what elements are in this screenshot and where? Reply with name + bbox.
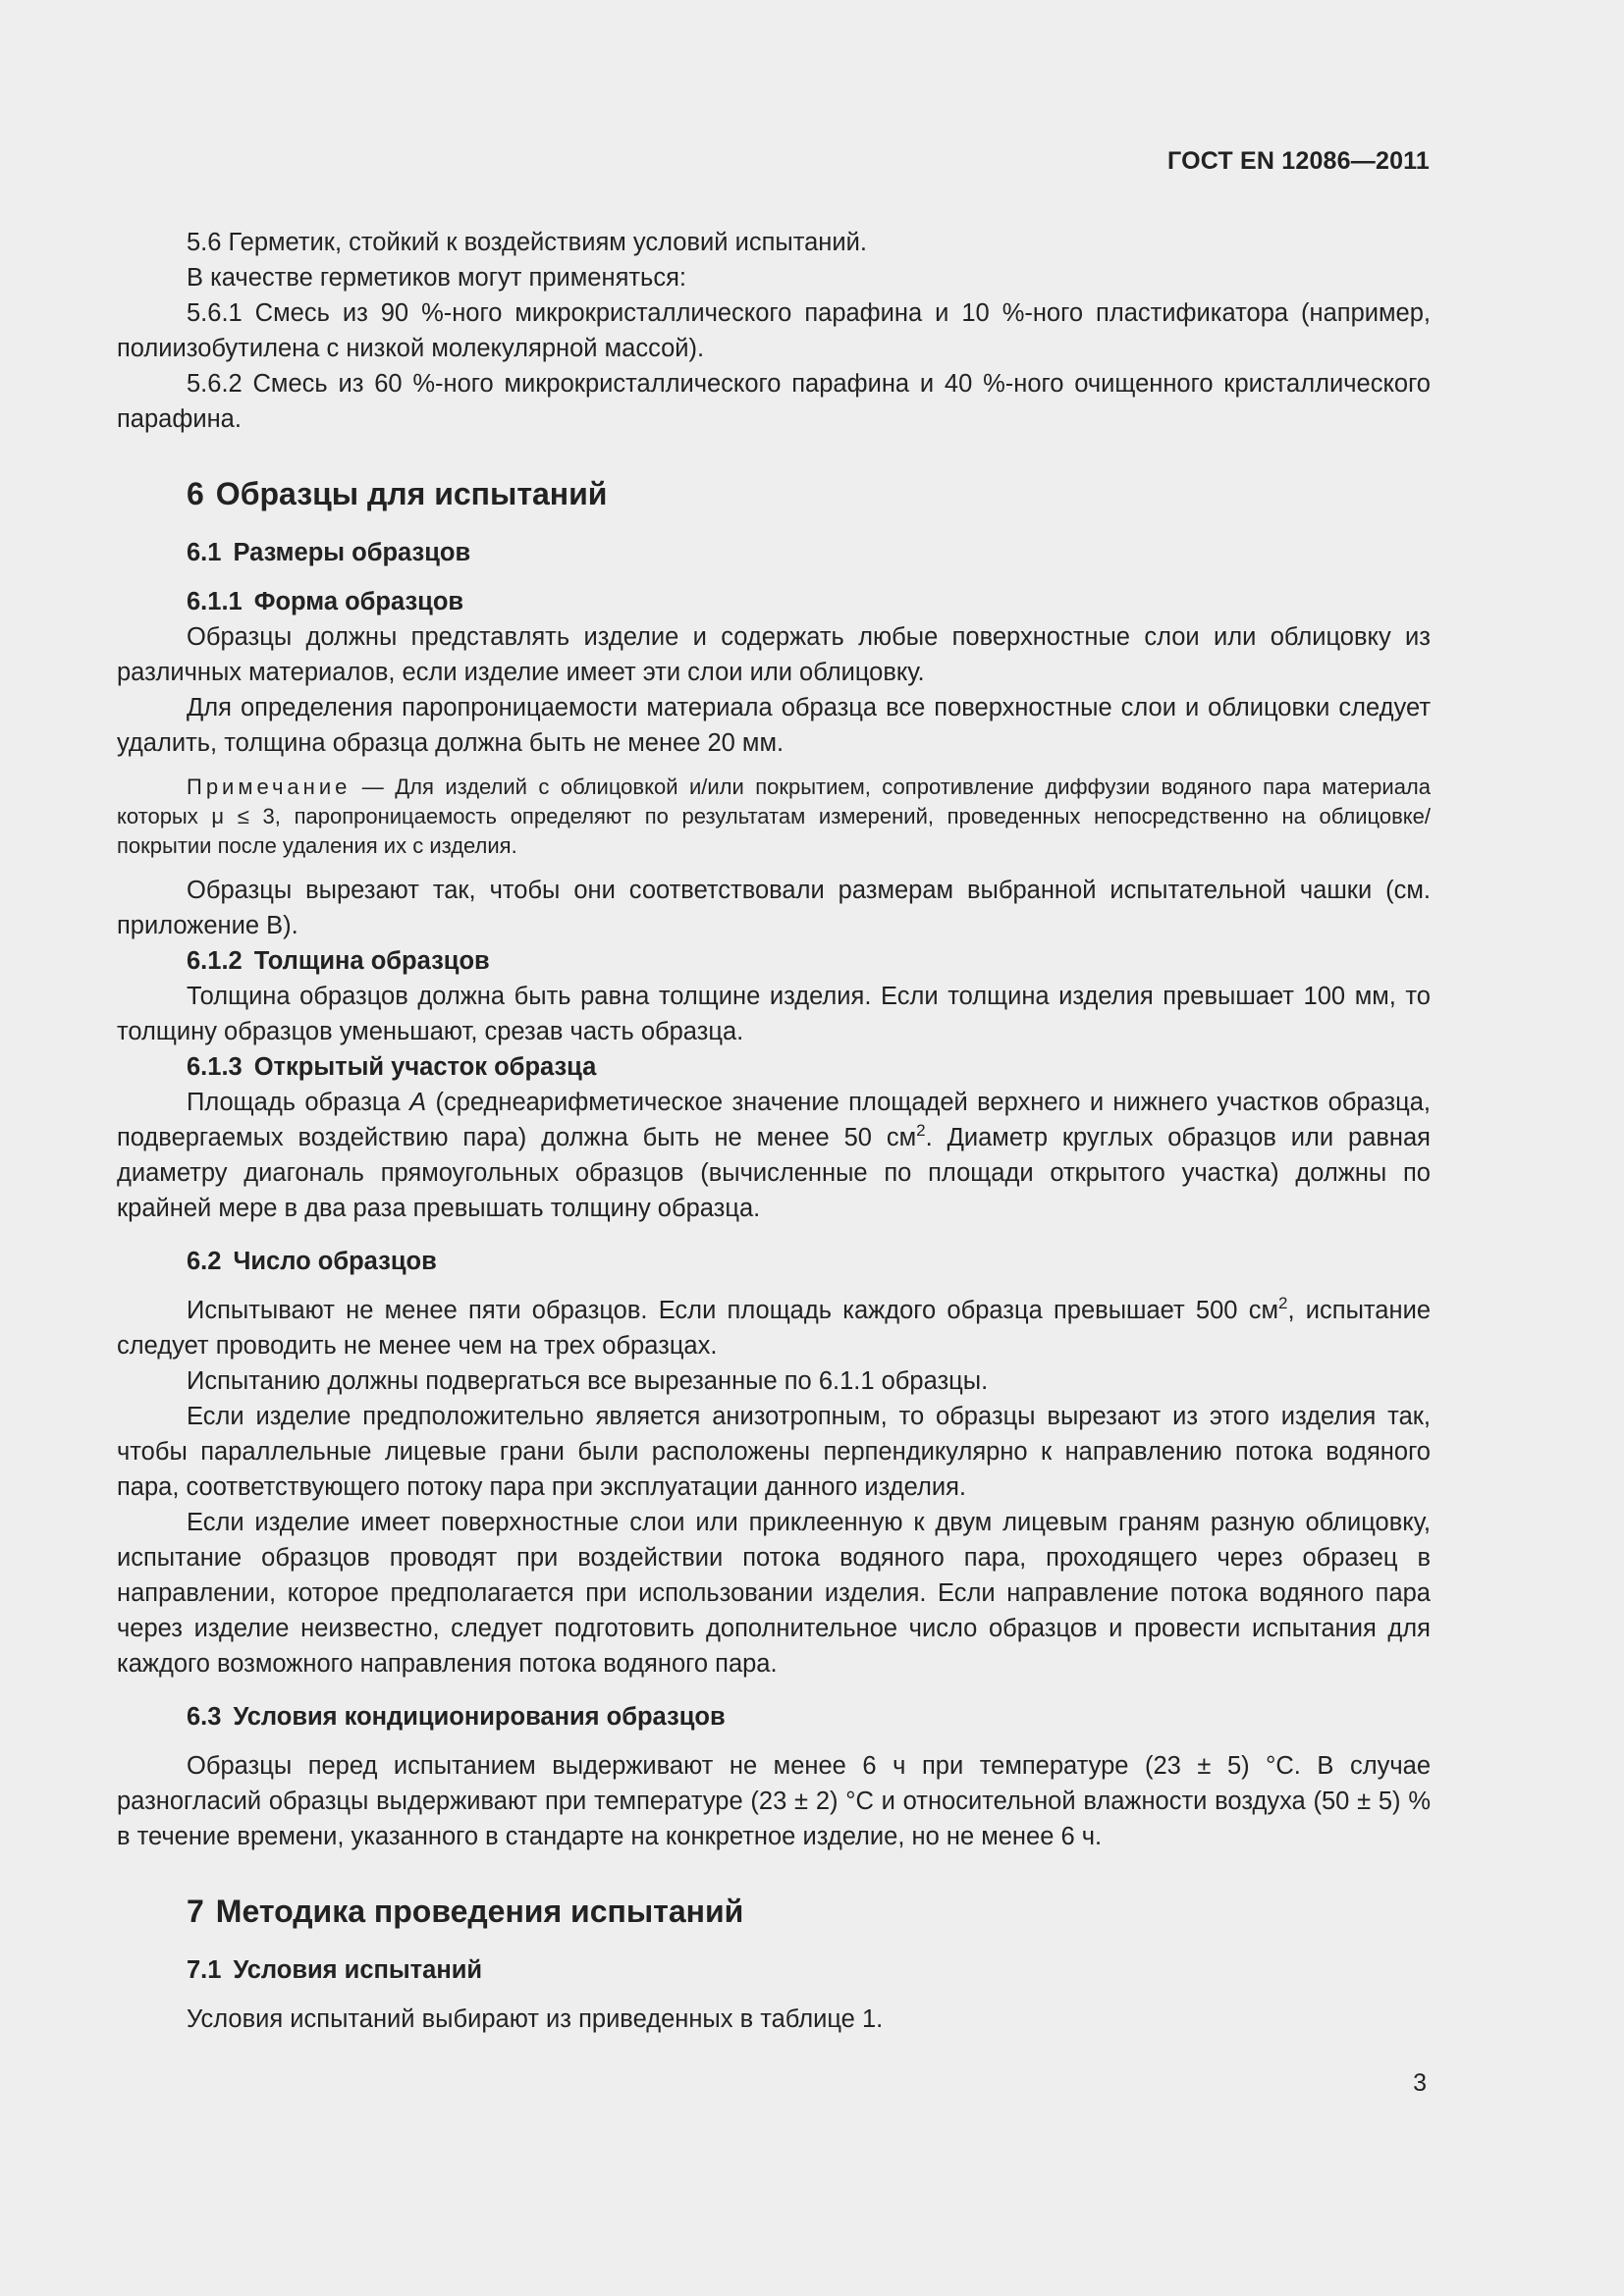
section-number: 7.1 [187,1956,222,1984]
section-number: 6.3 [187,1703,222,1731]
paragraph: Испытанию должны подвергаться все вырезанные по 6.1.1 образцы. [187,1367,989,1395]
subsection-6-1-3-heading [117,1049,1431,1085]
section-number: 6.2 [187,1248,222,1275]
section-title: Условия кондиционирования образцов [233,1703,726,1731]
paragraph: Условия испытаний выбирают из приведенных в таблице 1. [187,2005,884,2033]
section-title: Методика проведения испытаний [215,1894,744,1929]
subsection-7-1-heading [117,1952,1431,1988]
section-title: Открытый участок образца [253,1053,597,1081]
paragraph: Толщина образцов должна быть равна толщине изделия. Если толщина изделия превышает 100 мм, то толщину образцов уменьшают, срезав часть образца. [117,983,1431,1045]
paragraph-5-6-1: 5.6.1 Смесь из 90 %-ного микрокристаллического парафина и 10 %-ного пластификатора (например, полиизобутилена с низкой молекулярной массой). [117,299,1431,362]
section-number: 6.1.1 [187,588,243,615]
paragraph-5-6: 5.6 Герметик, стойкий к воздействиям условий испытаний. [187,229,867,256]
section-title: Форма образцов [253,588,464,615]
section-number: 6.1.2 [187,947,243,975]
section-7-heading [117,1892,1431,1931]
document-body [117,225,1431,2037]
section-title: Число образцов [233,1248,437,1275]
section-title: Условия испытаний [233,1956,483,1984]
document-code: ГОСТ EN 12086—2011 [1167,147,1430,175]
note-label: Примечание [187,774,352,799]
section-6-heading [117,474,1431,513]
section-title: Размеры образцов [233,539,471,566]
note [117,773,1431,861]
subsection-6-1-heading [117,535,1431,570]
subsection-6-3-heading [117,1699,1431,1735]
paragraph [117,1293,1431,1363]
text-run: Площадь образца [187,1089,410,1116]
paragraph: Образцы вырезают так, чтобы они соответствовали размерам выбранной испытательной чашки (см. приложение В). [117,877,1431,939]
section-number: 6.1 [187,539,222,566]
text-run: , испытание следует проводить не менее чем на трех образцах. [117,1297,1431,1360]
text-run: (среднеарифметическое значение площадей верхнего и нижнего участков образца, подвергаемых воздействию пара) должна быть не менее 50 см [117,1089,1431,1151]
paragraph-5-6-2: 5.6.2 Смесь из 60 %-ного микрокристаллического парафина и 40 %-ного очищенного кристаллического парафина. [117,370,1431,433]
subsection-6-2-heading [117,1244,1431,1279]
paragraph: Образцы должны представлять изделие и содержать любые поверхностные слои или облицовку из различных материалов, если изделие имеет эти слои или облицовку. [117,623,1431,686]
section-number: 7 [187,1894,204,1929]
section-number: 6 [187,476,204,511]
paragraph-5-6-intro: В качестве герметиков могут применяться: [187,264,686,292]
page-number: 3 [1413,2069,1427,2097]
subsection-6-1-1-heading [117,584,1431,619]
paragraph: Для определения паропроницаемости материала образца все поверхностные слои и облицовки следует удалить, толщина образца должна быть не менее 20 мм. [117,694,1431,757]
variable-a: A [409,1089,427,1116]
section-title: Толщина образцов [253,947,490,975]
superscript: 2 [1278,1294,1288,1312]
paragraph [117,1085,1431,1226]
section-title: Образцы для испытаний [215,476,608,511]
note-text: — Для изделий с облицовкой и/или покрытием, сопротивление диффузии водяного пара материала которых μ ≤ 3, паропроницаемость определяют по результатам измерений, проведенных непосредственно на облицовке/покрытии после удаления их с изделия. [117,774,1431,858]
subsection-6-1-2-heading [117,943,1431,979]
section-number: 6.1.3 [187,1053,243,1081]
superscript: 2 [916,1121,926,1140]
text-run: . Диаметр круглых образцов или равная диаметру диагональ прямоугольных образцов (вычисленные по площади открытого участка) должны по крайней мере в два раза превышать толщину образца. [117,1124,1431,1222]
paragraph: Образцы перед испытанием выдерживают не менее 6 ч при температуре (23 ± 5) °С. В случае разногласий образцы выдерживают при температуре (23 ± 2) °С и относительной влажности воздуха (50 ± 5) % в течение времени, указанного в стандарте на конкретное изделие, но не менее 6 ч. [117,1752,1431,1850]
paragraph: Если изделие имеет поверхностные слои или приклеенную к двум лицевым граням разную облицовку, испытание образцов проводят при воздействии потока водяного пара, проходящего через образец в направлении, которое предполагается при использовании изделия. Если направление потока водяного пара через изделие неизвестно, следует подготовить дополнительное число образцов и провести испытания для каждого возможного направления потока водяного пара. [117,1509,1431,1678]
paragraph: Если изделие предположительно является анизотропным, то образцы вырезают из этого изделия так, чтобы параллельные лицевые грани были расположены перпендикулярно к направлению потока водяного пара, соответствующего потоку пара при эксплуатации данного изделия. [117,1403,1431,1501]
text-run: Испытывают не менее пяти образцов. Если площадь каждого образца превышает 500 см [187,1297,1278,1324]
